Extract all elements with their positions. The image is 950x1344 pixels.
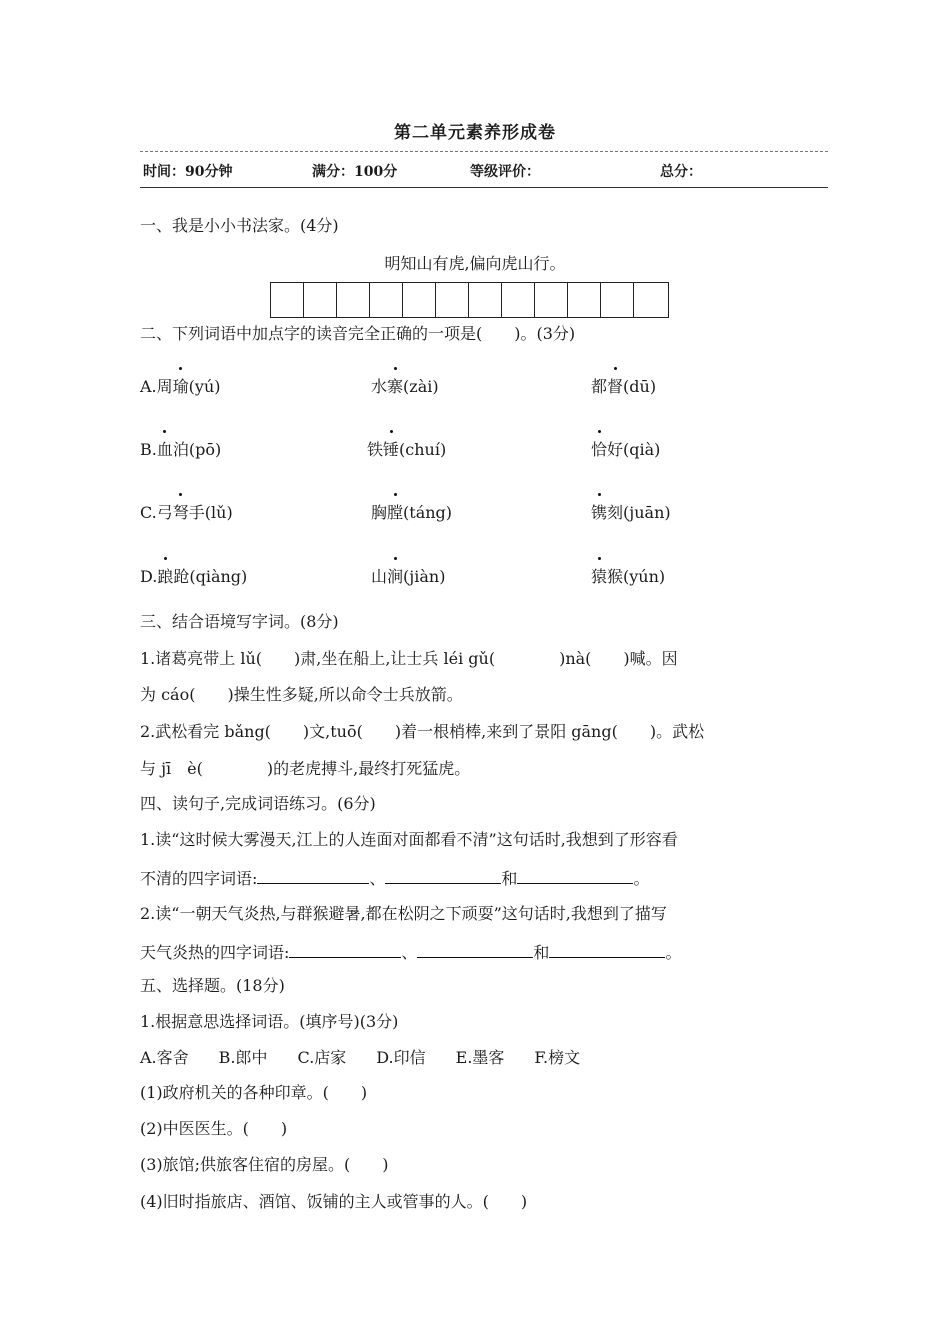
q1-heading: 一、我是小小书法家。(4分) xyxy=(140,216,339,235)
grid-cell[interactable] xyxy=(370,283,403,317)
grid-cell[interactable] xyxy=(535,283,568,317)
q4-line-2: 不清的四字词语: 、 和 。 xyxy=(140,869,650,888)
q1-poem: 明知山有虎,偏向虎山行。 xyxy=(384,254,566,273)
q4-line-1: 1.读“这时候大雾漫天,江上的人连面对面都看不清”这句话时,我想到了形容看 xyxy=(140,830,678,849)
q2-option-c-word2: 胸膛(táng) xyxy=(371,500,452,523)
q4-heading: 四、读句子,完成词语练习。(6分) xyxy=(140,794,376,813)
q5-item-2[interactable]: (2)中医医生。( ) xyxy=(140,1119,288,1138)
q3-line-3[interactable]: 2.武松看完 bǎng( )文,tuō( )着一根梢棒,来到了景阳 gāng( )。武松 xyxy=(140,722,705,741)
time-label: 时间：90分钟 xyxy=(143,164,233,180)
q1-writing-grid[interactable] xyxy=(270,282,669,318)
answer-blank[interactable] xyxy=(257,867,369,884)
q2-option-c-word1[interactable]: C.弓弩手(lǔ) xyxy=(140,500,233,523)
q5-heading: 五、选择题。(18分) xyxy=(140,976,285,995)
option-f: F.榜文 xyxy=(534,1048,581,1067)
grid-cell[interactable] xyxy=(634,283,668,317)
q3-line-4[interactable]: 与 jī è( )的老虎搏斗,最终打死猛虎。 xyxy=(140,759,471,778)
q2-option-c-word3: 镌刻(juān) xyxy=(591,500,671,523)
total-label: 总分： xyxy=(660,164,702,180)
answer-blank[interactable] xyxy=(289,941,401,958)
q2-option-a-word3: 都督(dū) xyxy=(591,374,656,397)
grid-cell[interactable] xyxy=(601,283,634,317)
answer-blank[interactable] xyxy=(385,867,501,884)
q5-options xyxy=(140,1048,610,1068)
q3-heading: 三、结合语境写字词。(8分) xyxy=(140,612,339,631)
option-c: C.店家 xyxy=(297,1048,347,1067)
q3-line-1[interactable]: 1.诸葛亮带上 lǔ( )肃,坐在船上,让士兵 léi gǔ( )nà( )喊。因 xyxy=(140,649,678,668)
q3-line-2[interactable]: 为 cáo( )操生性多疑,所以命令士兵放箭。 xyxy=(140,685,463,704)
grid-cell[interactable] xyxy=(436,283,469,317)
q4-line-3: 2.读“一朝天气炎热,与群猴避暑,都在松阴之下顽耍”这句话时,我想到了描写 xyxy=(140,904,667,923)
q2-option-d-word3: 猿猴(yún) xyxy=(591,564,665,587)
grade-label: 等级评价： xyxy=(470,164,540,180)
option-e: E.墨客 xyxy=(455,1048,505,1067)
option-d: D.印信 xyxy=(376,1048,426,1067)
grid-cell[interactable] xyxy=(469,283,502,317)
option-a: A.客舍 xyxy=(140,1048,189,1067)
grid-cell[interactable] xyxy=(304,283,337,317)
header-divider-solid xyxy=(140,187,828,188)
score-label: 满分：100分 xyxy=(312,164,398,180)
q2-heading: 二、下列词语中加点字的读音完全正确的一项是( )。(3分) xyxy=(140,324,576,343)
q2-option-b-word2: 铁锤(chuí) xyxy=(367,437,446,460)
q5-item-4[interactable]: (4)旧时指旅店、酒馆、饭铺的主人或管事的人。( ) xyxy=(140,1192,528,1211)
q2-option-d-word1[interactable]: D.踉跄(qiàng) xyxy=(140,564,247,587)
page-title: 第二单元素养形成卷 xyxy=(394,123,556,143)
q2-option-a-word1[interactable]: A.周瑜(yú) xyxy=(140,374,221,397)
q2-option-d-word2: 山涧(jiàn) xyxy=(371,564,445,587)
q2-option-b-word3: 恰好(qià) xyxy=(591,437,660,460)
answer-blank[interactable] xyxy=(549,941,665,958)
q5-item-1[interactable]: (1)政府机关的各种印章。( ) xyxy=(140,1083,368,1102)
grid-cell[interactable] xyxy=(271,283,304,317)
grid-cell[interactable] xyxy=(568,283,601,317)
grid-cell[interactable] xyxy=(337,283,370,317)
grid-cell[interactable] xyxy=(403,283,436,317)
q4-line-4: 天气炎热的四字词语: 、 和 。 xyxy=(140,943,682,962)
grid-cell[interactable] xyxy=(502,283,535,317)
q2-option-a-word2: 水寨(zài) xyxy=(371,374,439,397)
q5-sub1: 1.根据意思选择词语。(填序号)(3分) xyxy=(140,1012,399,1031)
answer-blank[interactable] xyxy=(517,867,633,884)
q2-option-b-word1[interactable]: B.血泊(pō) xyxy=(140,437,221,460)
header-divider-dashed xyxy=(140,151,828,152)
answer-blank[interactable] xyxy=(417,941,533,958)
option-b: B.郎中 xyxy=(218,1048,268,1067)
q5-item-3[interactable]: (3)旅馆;供旅客住宿的房屋。( ) xyxy=(140,1155,389,1174)
